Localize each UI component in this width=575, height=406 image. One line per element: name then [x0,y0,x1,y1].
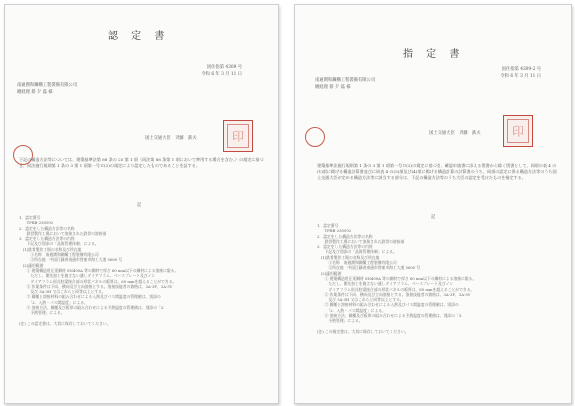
list-item: TFBB-230092 [317,228,352,234]
list-item: ④ 溶接方法、鋼種及び板厚の組み合わせによる予熱温度の管理値は、別添の「3． [19,305,167,311]
official-seal-icon: 印 [503,115,533,147]
list-item: 3．認定をした構造方法等の内容 [19,236,75,242]
issuer-name: 国土交通大臣 斉藤 鉄夫 [429,131,481,136]
list-item: 1．認定番号 [317,223,339,228]
list-item: 下記及び別添の「品質管理体制」による。 [19,241,99,247]
document-title: 指 定 書 [403,49,465,60]
list-item: ただし、開先加工を施さない通しダイアフラム、ベースプレート及びノン [317,281,454,287]
list-item: (2)適用範囲 [19,262,44,268]
intro-paragraph: 下記の構造方法等については、建築基準法第 68 条の 25 第 1 項（同法第 88 条第 1 項において準用する場合を含む。）の規定に基づき、同法施行規則第 1 条の 3 第 1 項第一号ロ(2)の規定により認定したものであることを証する。 [19,157,264,169]
list-item: 予熱管理」による。 [19,310,65,316]
list-item: ① 建築構造用圧延鋼材 SN400A 等の鋼材で厚さ 60 mm以下の鋼材による溶接に限る。 [19,267,179,273]
recipient-company: 南通潤和鋼構工程裝備有限公司 [315,78,376,83]
list-item: ただし、開先加工を施さない通しダイアフラム、ベースプレート及びノン [19,273,156,279]
list-item: ④ 溶接方法、鋼種及び板厚の組み合わせによる予熱温度の管理値は、別添の「3． [317,313,465,319]
designation-document [294,4,572,404]
list-item: ② 作業条件は下向、横向及び立向溶接とする。溶接技能者の資格は、3A-3F、3A-3V [317,291,471,297]
footnote: (注) この指定書は、大切に保存しておいてください。 [317,328,409,334]
list-item: ②所在地 中国江蘇省南通市啓東市海工大道 5600 号 [317,265,421,271]
document-date: 令和 6 年 3 月 11 日 [500,74,541,79]
list-item: (2)適用範囲 [317,270,342,276]
list-item: 2．認定をした構造方法等の名称 [317,233,373,239]
round-stamp-icon [305,127,325,147]
intro-paragraph: 建築基準法施行規則第 1 条の 3 第 1 項第一号ロ(2)の規定に基づき、確認申請書に添える図書から除く図書として、同項の表 4 の(1)項に掲げる構造計算書並びに同表 4 の(3)項及び(4)項に掲げる構造計算の計算書のうち、同項の認定に係る構造方法等のうち国土交通大臣が定める構造方法等に該当する部分は、下記の構造方法等のうち大臣の認定を受けたものを指定する。 [317,163,557,181]
document-number: 国住指第 4309-2 号 [501,67,541,72]
list-item: (1)鉄骨製作工場の名称及び所在地 [317,254,380,260]
document-number: 国住指第 4309 号 [206,65,242,70]
recipient-person: 總経理 蔡 夕 磊 様 [315,85,351,90]
list-item: 鉄骨製作工場において溶接された鉄骨の溶接部 [317,238,405,244]
issuer-name: 国土交通大臣 斉藤 鉄夫 [145,136,197,141]
list-item: ①名称 南通潤和鋼構工程裝備有限公司 [19,252,99,258]
list-item: ②所在地 中国江蘇省南通市啓東市海工大道 5600 号 [19,257,123,263]
list-item: 下記及び別添の「品質管理体制」による。 [317,249,397,255]
document-title: 認 定 書 [108,31,170,42]
list-item: ダイアフラム形式柱梁接合部の形状パネルの板厚は、60 mmを超えることができる。 [19,278,177,284]
item-list [19,215,178,326]
list-item: 「2．入熱・パス間温度」による。 [317,307,386,313]
list-item: TFBB-230092 [19,220,54,226]
ki-heading: 記 [431,215,436,220]
recipient-company: 南通潤和鋼構工程裝備有限公司 [17,83,78,88]
list-item: (1)鉄骨製作工場の名称及び所在地 [19,246,82,252]
list-item: 及び 3A-3H 又はこれらと同等以上とする。 [19,289,106,295]
list-item: 「2．入熱・パス間温度」による。 [19,299,88,305]
footnote: (注) この認定書は、大切に保存しておいてください。 [19,320,111,326]
recipient-person: 總経理 蔡 夕 磊 様 [17,90,53,95]
list-item: 予熱管理」による。 [317,318,363,324]
list-item: 1．認定番号 [19,215,41,220]
list-item: ①名称 南通潤和鋼構工程裝備有限公司 [317,260,397,266]
list-item: ② 作業条件は下向、横向及び立向溶接とする。溶接技能者の資格は、3A-3F、3A-3V [19,283,173,289]
list-item: 3．認定をした構造方法等の内容 [317,244,373,250]
ki-heading: 記 [137,203,142,208]
list-item: ダイアフラム形式柱梁接合部の形状パネルの板厚は、60 mmを超えることができる。 [317,286,475,292]
document-date: 令和 6 年 3 月 11 日 [201,72,242,77]
list-item: ③ 鋼種と溶接材料の組み合わせによる入熱及びパス間温度の管理値は、別添の [19,294,161,300]
list-item: ③ 鋼種と溶接材料の組み合わせによる入熱及びパス間温度の管理値は、別添の [317,302,459,308]
list-item: 及び 3A-3H 又はこれらと同等以上とする。 [317,297,404,303]
official-seal-icon: 印 [223,120,253,152]
certificate-document [4,4,279,404]
list-item: 2．認定をした構造方法等の名称 [19,225,75,231]
round-stamp-icon [13,145,33,165]
list-item: ① 建築構造用圧延鋼材 SN400A 等の鋼材で厚さ 60 mm以下の鋼材による溶接に限る。 [317,275,477,281]
item-list [317,223,476,334]
list-item: 鉄骨製作工場において溶接された鉄骨の溶接部 [19,230,107,236]
